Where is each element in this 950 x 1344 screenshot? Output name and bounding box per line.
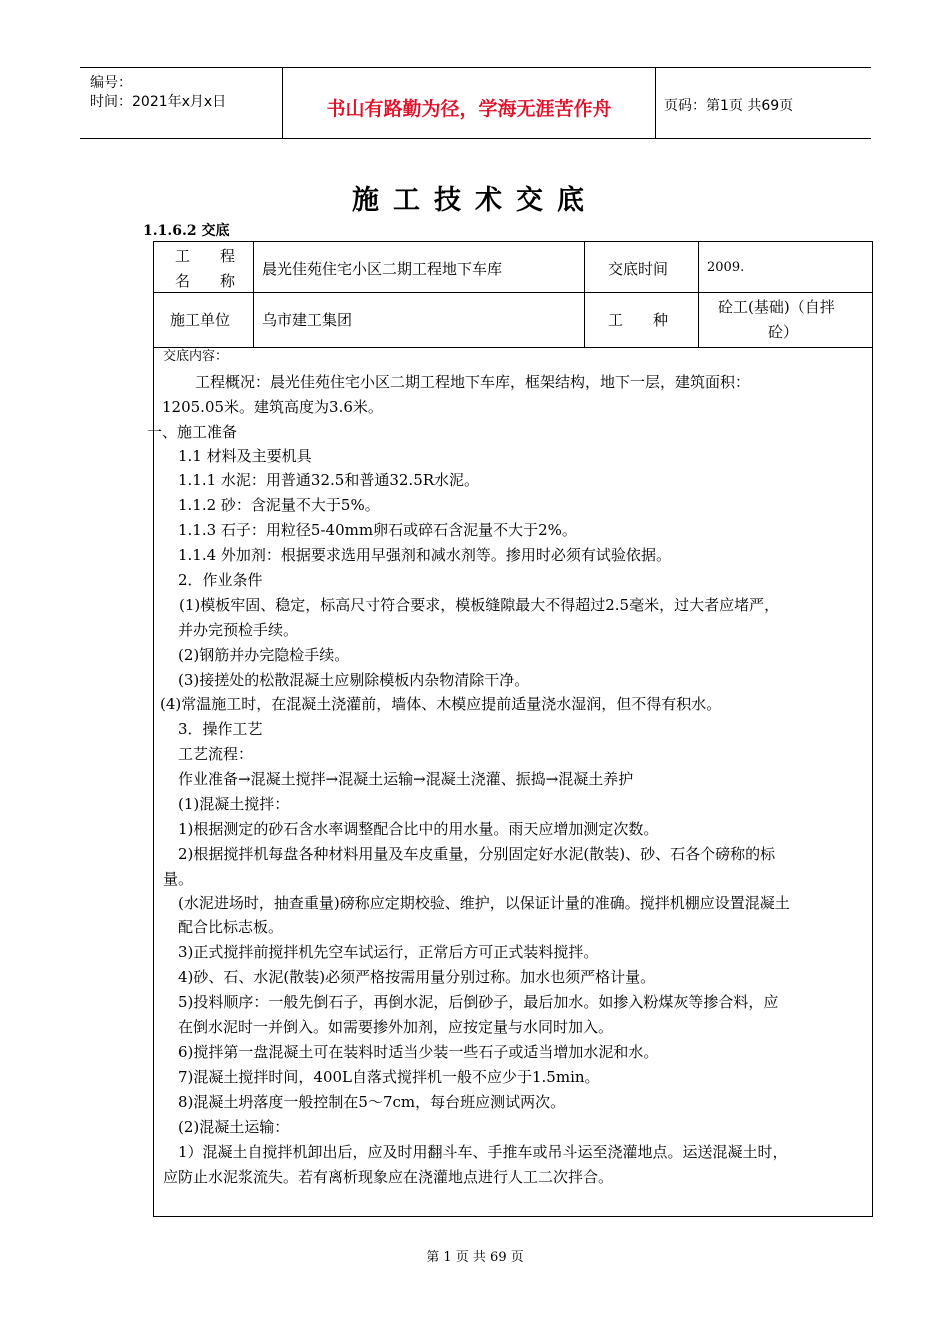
content-line: 1.1 材料及主要机具: [178, 447, 312, 465]
table-divider: [253, 241, 254, 348]
number-label: 编号：: [90, 75, 132, 91]
time-label: 时间：2021年x月x日: [90, 94, 227, 110]
content-line: (4)常温施工时，在混凝土浇灌前，墙体、木模应提前适量浇水湿润，但不得有积水。: [160, 695, 722, 713]
date-label: 交底时间: [608, 260, 669, 278]
content-line: (2)钢筋并办完隐检手续。: [178, 646, 350, 664]
content-line: 4)砂、石、水泥(散装)必须严格按需用量分别过称。加水也须严格计量。: [178, 968, 656, 986]
table-divider: [584, 241, 585, 348]
page-info: 页码：第1页 共69页: [664, 98, 794, 114]
content-label: 交底内容：: [163, 349, 229, 364]
header-meta-cell: [80, 68, 282, 138]
trade-value-line1: 砼工(基础)（自拌: [718, 298, 835, 316]
section-heading: 1.1.6.2 交底: [143, 223, 230, 239]
table-divider: [153, 292, 872, 293]
trade-label: 工 种: [608, 311, 669, 329]
content-line: 1205.05米。建筑高度为3.6米。: [162, 398, 383, 416]
project-label-line1: 工 程: [175, 247, 236, 265]
unit-value: 乌市建工集团: [262, 311, 353, 329]
content-line: 1.1.4 外加剂：根据要求选用早强剂和减水剂等。掺用时必须有试验依据。: [178, 546, 671, 564]
content-line: 1）混凝土自搅拌机卸出后，应及时用翻斗车、手推车或吊斗运至浇灌地点。运送混凝土时，: [178, 1143, 788, 1161]
content-line: 2．作业条件: [178, 571, 263, 589]
unit-label: 施工单位: [170, 311, 231, 329]
content-line: 一、施工准备: [147, 423, 238, 441]
page-title: 施工技术交底: [352, 185, 598, 216]
content-line: (1)混凝土搅拌：: [178, 795, 290, 813]
content-line: (3)接搓处的松散混凝土应剔除模板内杂物清除干净。: [178, 671, 530, 689]
content-line: 1.1.3 石子：用粒径5-40mm卵石或碎石含泥量不大于2%。: [178, 521, 577, 539]
content-line: 7)混凝土搅拌时间，400L自落式搅拌机一般不应少于1.5min。: [178, 1068, 600, 1086]
content-line: (2)混凝土运输：: [178, 1118, 290, 1136]
content-line: 3)正式搅拌前搅拌机先空车试运行，正常后方可正式装料搅拌。: [178, 943, 599, 961]
content-line: 1)根据测定的砂石含水率调整配合比中的用水量。雨天应增加测定次数。: [178, 820, 659, 838]
page-footer: 第 1 页 共 69 页: [426, 1250, 524, 1265]
content-line: 作业准备→混凝土搅拌→混凝土运输→混凝土浇灌、振捣→混凝土养护: [178, 770, 634, 788]
content-line: 5)投料顺序：一般先倒石子，再倒水泥，后倒砂子，最后加水。如掺入粉煤灰等掺合料，应: [178, 993, 779, 1011]
content-line: 并办完预检手续。: [178, 621, 299, 639]
content-line: 工程概况：晨光佳苑住宅小区二期工程地下车库，框架结构，地下一层，建筑面积：: [195, 373, 751, 391]
trade-value-line2: 砼）: [768, 323, 799, 341]
content-line: 6)搅拌第一盘混凝土可在装料时适当少装一些石子或适当增加水泥和水。: [178, 1043, 659, 1061]
header-page-cell: [656, 68, 871, 138]
table-divider: [153, 347, 872, 348]
content-line: 在倒水泥时一并倒入。如需要掺外加剂，应按定量与水同时加入。: [178, 1018, 614, 1036]
content-line: 1.1.2 砂：含泥量不大于5%。: [178, 496, 380, 514]
content-line: 1.1.1 水泥：用普通32.5和普通32.5R水泥。: [178, 471, 480, 489]
content-line: (1)模板牢固、稳定，标高尺寸符合要求，模板缝隙最大不得超过2.5毫米，过大者应堵严，: [179, 596, 780, 614]
table-divider: [698, 241, 699, 348]
content-line: 2)根据搅拌机每盘各种材料用量及车皮重量，分别固定好水泥(散装)、砂、石各个磅称的标: [178, 845, 776, 863]
motto: 书山有路勤为径，学海无涯苦作舟: [326, 98, 612, 120]
project-label-line2: 名 称: [175, 272, 236, 290]
content-line: 3．操作工艺: [178, 720, 263, 738]
project-name: 晨光佳苑住宅小区二期工程地下车库: [262, 260, 503, 278]
content-line: 工艺流程：: [178, 745, 254, 763]
header-motto-cell: [282, 68, 656, 138]
date-value: 2009.: [707, 260, 745, 275]
content-line: 8)混凝土坍落度一般控制在5～7cm，每台班应测试两次。: [178, 1093, 566, 1111]
content-line: 应防止水泥浆流失。若有离析现象应在浇灌地点进行人工二次拌合。: [163, 1168, 614, 1186]
document-header: [80, 67, 871, 139]
content-line: 量。: [163, 870, 194, 888]
content-line: (水泥进场时，抽查重量)磅称应定期校验、维护，以保证计量的准确。搅拌机棚应设置混凝土: [178, 894, 790, 912]
content-line: 配合比标志板。: [178, 918, 284, 936]
